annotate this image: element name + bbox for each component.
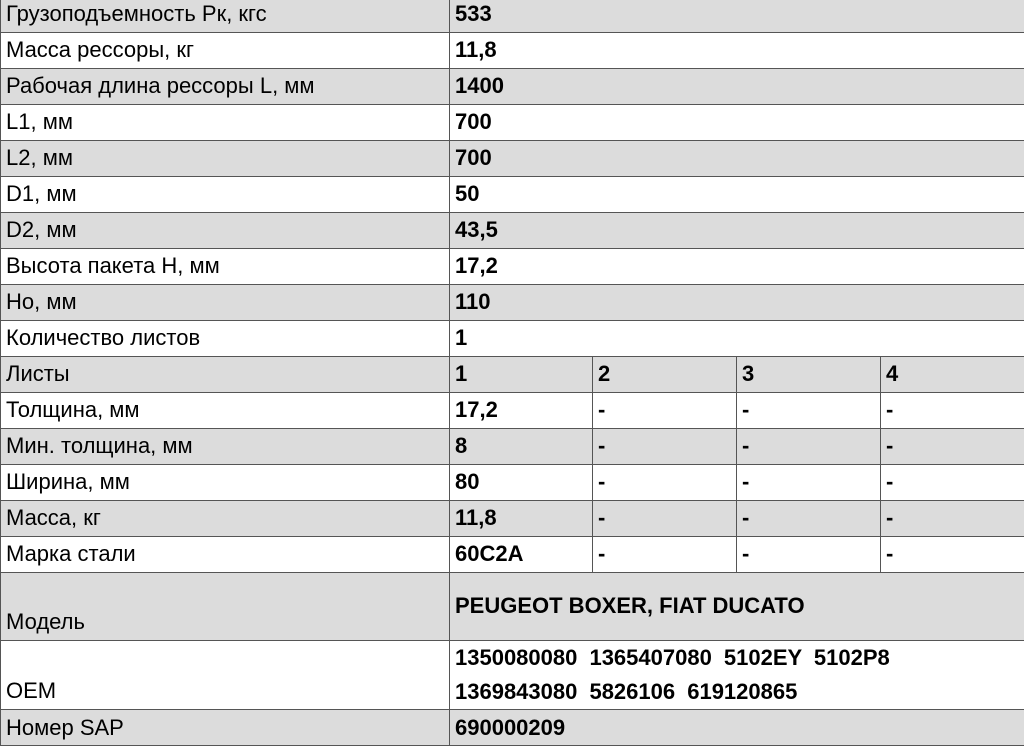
row-value: 1 (450, 321, 1024, 357)
sap-value: 690000209 (450, 710, 1024, 746)
leaf-column-header: 4 (881, 357, 1024, 393)
row-label: D2, мм (1, 213, 450, 249)
table-row (1, 33, 1024, 69)
table-row (1, 321, 1024, 357)
table-row (1, 537, 1024, 573)
row-label: Масса, кг (1, 501, 450, 537)
leaf-cell: - (593, 393, 737, 429)
oem-line-2: 1369843080 5826106 619120865 (455, 675, 1024, 709)
row-label: L2, мм (1, 141, 450, 177)
table-row (1, 177, 1024, 213)
leaf-cell: - (881, 465, 1024, 501)
row-label: Но, мм (1, 285, 450, 321)
leaf-cell: 11,8 (450, 501, 593, 537)
row-value: 17,2 (450, 249, 1024, 285)
leaf-cell: - (593, 429, 737, 465)
row-value: 1400 (450, 69, 1024, 105)
model-value: PEUGEOT BOXER, FIAT DUCATO (450, 573, 1024, 641)
leaf-cell: - (737, 393, 881, 429)
row-value: 11,8 (450, 33, 1024, 69)
row-label: Толщина, мм (1, 393, 450, 429)
model-row (1, 573, 1024, 641)
row-value: 43,5 (450, 213, 1024, 249)
leaf-cell: - (593, 537, 737, 573)
table-row (1, 141, 1024, 177)
leaf-column-header: 1 (450, 357, 593, 393)
row-label: Масса рессоры, кг (1, 33, 450, 69)
leaf-cell: - (593, 465, 737, 501)
leaf-cell: - (737, 429, 881, 465)
model-label: Модель (1, 573, 450, 641)
leaf-cell: - (881, 501, 1024, 537)
leaf-cell: - (737, 501, 881, 537)
row-label: L1, мм (1, 105, 450, 141)
leaf-cell: 60C2A (450, 537, 593, 573)
leaves-header-row (1, 357, 1024, 393)
table-row (1, 285, 1024, 321)
leaf-cell: - (881, 537, 1024, 573)
leaf-cell: - (737, 537, 881, 573)
row-label: D1, мм (1, 177, 450, 213)
leaf-cell: - (737, 465, 881, 501)
row-value: 110 (450, 285, 1024, 321)
leaf-cell: - (593, 501, 737, 537)
row-value: 533 (450, 0, 1024, 33)
leaf-column-header: 3 (737, 357, 881, 393)
row-value: 700 (450, 141, 1024, 177)
oem-line-1: 1350080080 1365407080 5102EY 5102P8 (455, 641, 1024, 675)
oem-row (1, 641, 1024, 710)
table-row (1, 249, 1024, 285)
table-row (1, 213, 1024, 249)
row-label: Рабочая длина рессоры L, мм (1, 69, 450, 105)
table-row (1, 105, 1024, 141)
row-value: 50 (450, 177, 1024, 213)
leaf-cell: 17,2 (450, 393, 593, 429)
table-row (1, 393, 1024, 429)
leaf-cell: - (881, 429, 1024, 465)
table-row (1, 69, 1024, 105)
sap-label: Номер SAP (1, 710, 450, 746)
row-label: Количество листов (1, 321, 450, 357)
oem-value (450, 641, 1024, 710)
leaf-cell: 80 (450, 465, 593, 501)
row-label: Ширина, мм (1, 465, 450, 501)
row-label: Мин. толщина, мм (1, 429, 450, 465)
leaf-cell: 8 (450, 429, 593, 465)
leaf-cell: - (881, 393, 1024, 429)
table-row (1, 0, 1024, 33)
row-label: Грузоподъемность Pк, кгс (1, 0, 450, 33)
leaf-column-header: 2 (593, 357, 737, 393)
row-value: 700 (450, 105, 1024, 141)
table-row (1, 465, 1024, 501)
row-label: Марка стали (1, 537, 450, 573)
table-row (1, 501, 1024, 537)
row-label: Высота пакета H, мм (1, 249, 450, 285)
sap-row (1, 710, 1024, 746)
oem-label: OEM (1, 641, 450, 710)
leaves-header-label: Листы (1, 357, 450, 393)
table-row (1, 429, 1024, 465)
